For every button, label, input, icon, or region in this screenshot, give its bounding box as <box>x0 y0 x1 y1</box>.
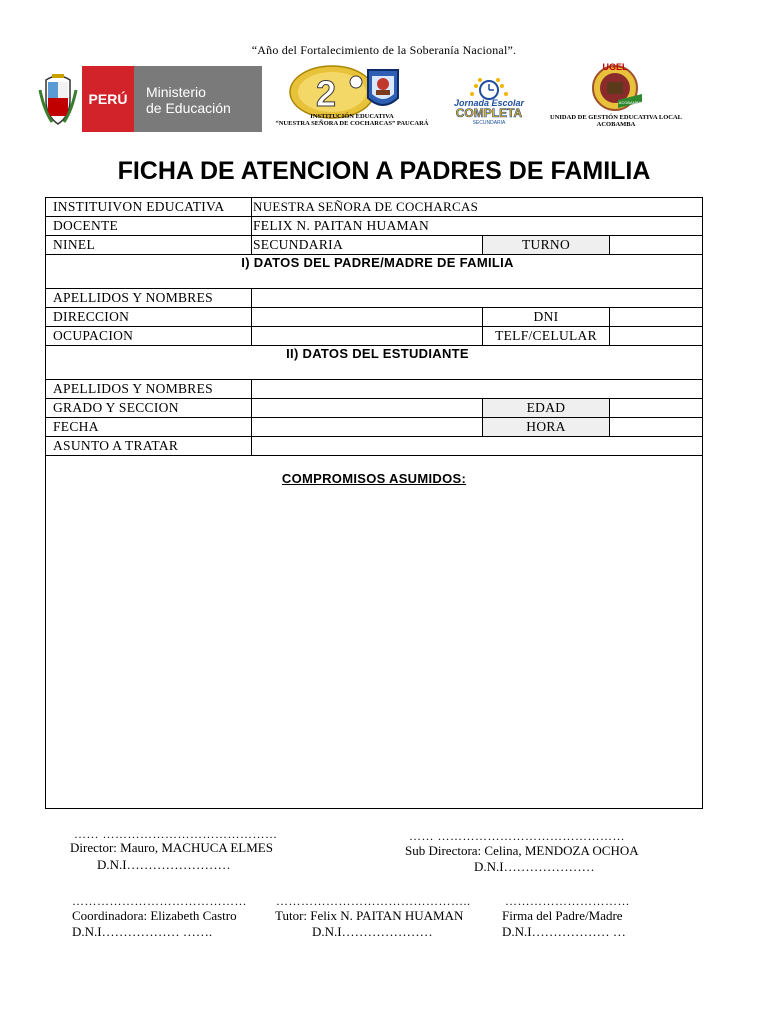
table-row <box>46 399 703 418</box>
asunto-field[interactable] <box>252 437 703 456</box>
tutor-name: Tutor: Felix N. PAITAN HUAMAN <box>275 908 464 923</box>
ocupacion-field[interactable] <box>252 327 483 346</box>
table-row <box>46 289 703 308</box>
section-parent-heading: I) DATOS DEL PADRE/MADRE DE FAMILIA <box>46 255 703 289</box>
estudiante-nombres-label: APELLIDOS Y NOMBRES <box>46 380 252 399</box>
padre-dni: D.N.I……………… … <box>502 924 626 939</box>
year-motto: “Año del Fortalecimiento de la Soberanía Nacional”. <box>251 43 517 57</box>
table-row <box>46 418 703 437</box>
asunto-label: ASUNTO A TRATAR <box>46 437 252 456</box>
director-signature-line: …… …………………………………… <box>74 827 278 841</box>
ugel-badge-sub: ACOBAMBA <box>618 100 642 105</box>
ocupacion-label: OCUPACION <box>46 327 252 346</box>
institution-caption-line2: “NUESTRA SEÑORA DE COCHARCAS” PAUCARÁ <box>275 120 429 127</box>
table-row <box>46 380 703 399</box>
ugel-caption <box>536 114 696 128</box>
institucion-label: INSTITUIVON EDUCATIVA <box>46 198 252 217</box>
nivel-label: NINEL <box>46 236 252 255</box>
table-row <box>46 327 703 346</box>
hora-field[interactable] <box>610 418 703 437</box>
peru-label: PERÚ <box>82 66 134 132</box>
tutor-signature-line: ……………………………………….. <box>276 894 471 908</box>
edad-label: EDAD <box>483 399 610 418</box>
coordinadora-name: Coordinadora: Elizabeth Castro <box>72 908 237 923</box>
telf-field[interactable] <box>610 327 703 346</box>
table-row <box>46 198 703 217</box>
section-student-heading: II) DATOS DEL ESTUDIANTE <box>46 346 703 380</box>
fecha-label: FECHA <box>46 418 252 437</box>
svg-text:2: 2 <box>316 73 337 114</box>
estudiante-nombres-field[interactable] <box>252 380 703 399</box>
dni-field[interactable] <box>610 308 703 327</box>
padre-nombres-label: APELLIDOS Y NOMBRES <box>46 289 252 308</box>
jec-line2: COMPLETA <box>455 106 523 120</box>
padre-firma-label: Firma del Padre/Madre <box>502 908 623 923</box>
ugel-caption-line1: UNIDAD DE GESTIÓN EDUCATIVA LOCAL <box>550 114 682 121</box>
minedu-line1: Ministerio <box>146 84 206 100</box>
edad-field[interactable] <box>610 399 703 418</box>
fecha-field[interactable] <box>252 418 483 437</box>
subdirectora-dni: D.N.I………………… <box>474 859 595 874</box>
docente-label: DOCENTE <box>46 217 252 236</box>
table-row <box>46 308 703 327</box>
page-title: FICHA DE ATENCION A PADRES DE FAMILIA <box>117 157 651 185</box>
director-dni: D.N.I…………………… <box>97 857 231 872</box>
institucion-value[interactable]: NUESTRA SEÑORA DE COCHARCAS <box>252 198 703 217</box>
padre-signature-line: ………………………… <box>505 894 630 908</box>
minedu-logo <box>38 66 262 132</box>
compromisos-area[interactable] <box>46 456 703 809</box>
minedu-label <box>134 66 262 132</box>
table-row <box>46 346 703 380</box>
director-name: Director: Mauro, MACHUCA ELMES <box>70 840 273 855</box>
subdirectora-signature-line: …… ……………………………………… <box>409 829 625 843</box>
coordinadora-signature-line: …………………………………… <box>72 894 247 908</box>
institution-caption <box>262 113 442 127</box>
telf-label: TELF/CELULAR <box>483 327 610 346</box>
docente-value[interactable]: FELIX N. PAITAN HUAMAN <box>252 217 703 236</box>
institution-caption-line1: INSTITUCIÓN EDUCATIVA <box>310 113 394 120</box>
jornada-escolar-completa-logo-icon <box>442 78 536 126</box>
nivel-value[interactable]: SECUNDARIA <box>252 236 483 255</box>
ugel-badge: UGEL <box>602 62 628 72</box>
compromisos-heading: COMPROMISOS ASUMIDOS: <box>281 471 467 486</box>
padre-nombres-field[interactable] <box>252 289 703 308</box>
minedu-line2: de Educación <box>146 100 231 116</box>
table-row <box>46 255 703 289</box>
direccion-field[interactable] <box>252 308 483 327</box>
ugel-logo-icon <box>580 60 650 112</box>
jec-line1: Jornada Escolar <box>453 98 525 108</box>
hora-label: HORA <box>483 418 610 437</box>
peru-coat-of-arms-icon <box>38 70 78 128</box>
tutor-dni: D.N.I………………… <box>312 924 433 939</box>
ugel-caption-line2: ACOBAMBA <box>596 121 636 128</box>
table-row <box>46 437 703 456</box>
turno-field[interactable] <box>610 236 703 255</box>
table-row <box>46 456 703 809</box>
coordinadora-dni: D.N.I……………… ……. <box>72 924 213 939</box>
table-row <box>46 236 703 255</box>
attention-form-table <box>45 197 703 809</box>
dni-label: DNI <box>483 308 610 327</box>
subdirectora-name: Sub Directora: Celina, MENDOZA OCHOA <box>405 843 639 858</box>
grado-label: GRADO Y SECCION <box>46 399 252 418</box>
grado-field[interactable] <box>252 399 483 418</box>
jec-line3: SECUNDARIA <box>472 120 506 126</box>
turno-label: TURNO <box>483 236 610 255</box>
table-row <box>46 217 703 236</box>
direccion-label: DIRECCION <box>46 308 252 327</box>
